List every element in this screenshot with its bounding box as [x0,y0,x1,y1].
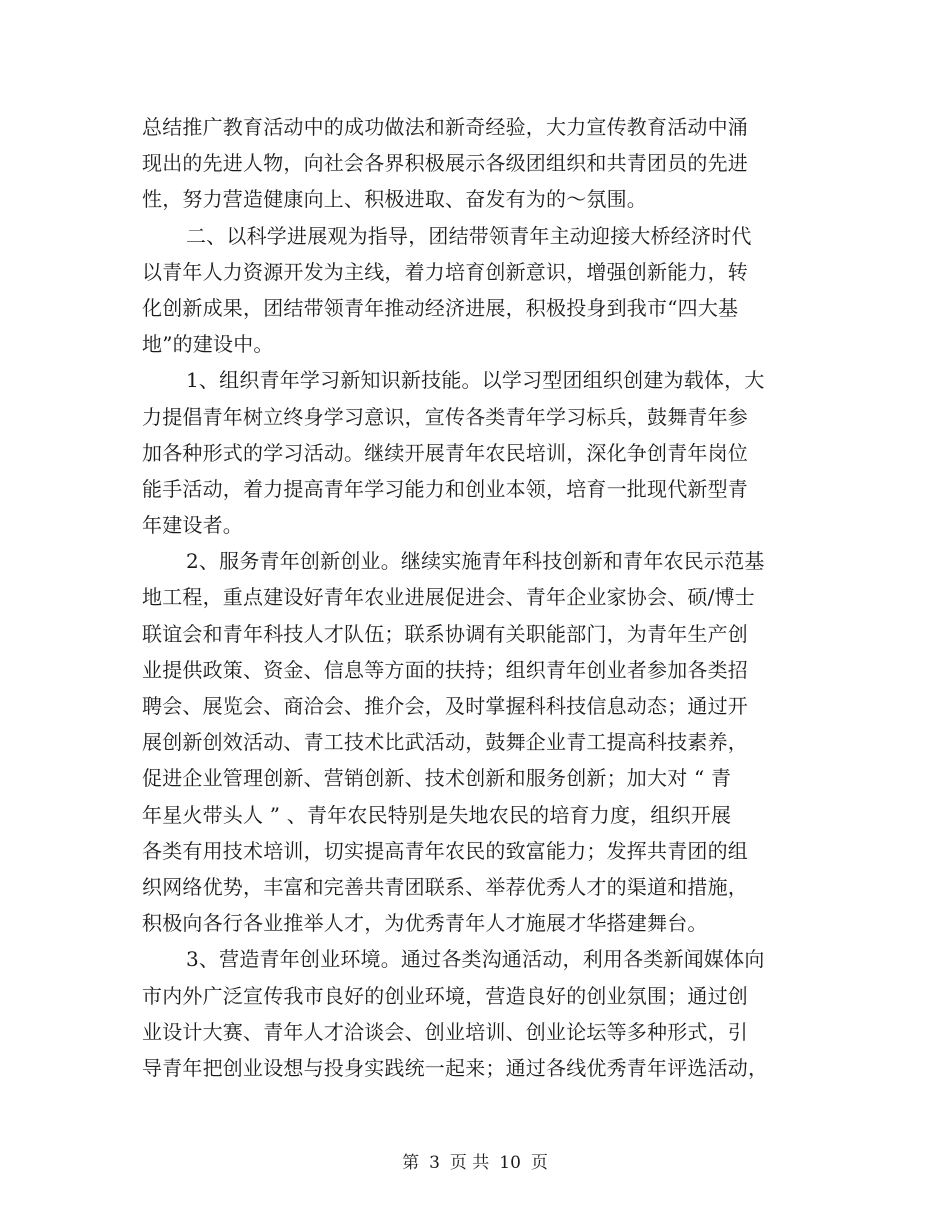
document-body [142,109,810,1086]
text-line: 地”的建设中。 [142,332,274,357]
text-line: 导青年把创业设想与投身实践统一起来；通过各线优秀青年评选活动， [142,1055,769,1080]
text-line: 二、以科学进展观为指导，团结带领青年主动迎接大桥经济时代 [186,223,752,248]
footer-total-pages: 10 [499,1153,521,1173]
text-line: 聘会、展览会、商洽会、推介会，及时掌握科科技信息动态；通过开 [142,694,748,718]
footer-suffix: 页 [530,1153,548,1173]
text-line: 业提供政策、资金、信息等方面的扶持；组织青年创业者参加各类招 [142,657,748,682]
text-line: 地工程，重点建设好青年农业进展促进会、青年企业家协会、硕/博士 [142,585,755,610]
text-line: 织网络优势，丰富和完善共青团联系、举荐优秀人才的渠道和措施， [142,874,748,899]
text-line: 加各种形式的学习活动。继续开展青年农民培训，深化争创青年岗位 [142,440,748,465]
footer-page-number: 3 [429,1153,440,1173]
text-line: 业设计大赛、青年人才洽谈会、创业培训、创业论坛等多种形式，引 [142,1019,748,1044]
text-line: 2、服务青年创新创业。继续实施青年科技创新和青年农民示范基 [186,549,765,574]
text-line: 性，努力营造健康向上、积极进取、奋发有为的～氛围。 [142,187,647,212]
footer-middle: 页 共 [449,1153,490,1173]
text-line: 1、组织青年学习新知识新技能。以学习型团组织创建为载体，大 [186,368,765,393]
text-line: 3、营造青年创业环境。通过各类沟通活动，利用各类新闻媒体向 [186,947,765,972]
text-line: 积极向各行各业推举人才，为优秀青年人才施展才华搭建舞台。 [142,911,708,936]
page-footer [0,1152,950,1174]
text-line: 联谊会和青年科技人才队伍；联系协调有关职能部门，为青年生产创 [142,621,748,646]
text-line: 促进企业管理创新、营销创新、技术创新和服务创新；加大对 “ 青 [142,766,732,791]
text-line: 化创新成果，团结带领青年推动经济进展，积极投身到我市“四大基 [142,295,739,320]
text-line: 各类有用技术培训，切实提高青年农民的致富能力；发挥共青团的组 [142,838,748,863]
text-line: 年星火带头人 ” 、青年农民特别是失地农民的培育力度，组织开展 [142,802,732,827]
text-line: 市内外广泛宣传我市良好的创业环境，营造良好的创业氛围；通过创 [142,983,748,1008]
text-line: 展创新创效活动、青工技术比武活动，鼓舞企业青工提高科技素养， [142,730,748,755]
text-line: 力提倡青年树立终身学习意识，宣传各类青年学习标兵，鼓舞青年参 [142,404,748,429]
footer-prefix: 第 [402,1153,420,1173]
text-line: 总结推广教育活动中的成功做法和新奇经验，大力宣传教育活动中涌 [142,115,748,139]
text-line: 能手活动，着力提高青年学习能力和创业本领，培育一批现代新型青 [142,476,748,501]
text-line: 年建设者。 [142,513,243,538]
text-line: 现出的先进人物，向社会各界积极展示各级团组织和共青团员的先进 [142,151,748,176]
text-line: 以青年人力资源开发为主线，着力培育创新意识，增强创新能力，转 [142,259,748,284]
